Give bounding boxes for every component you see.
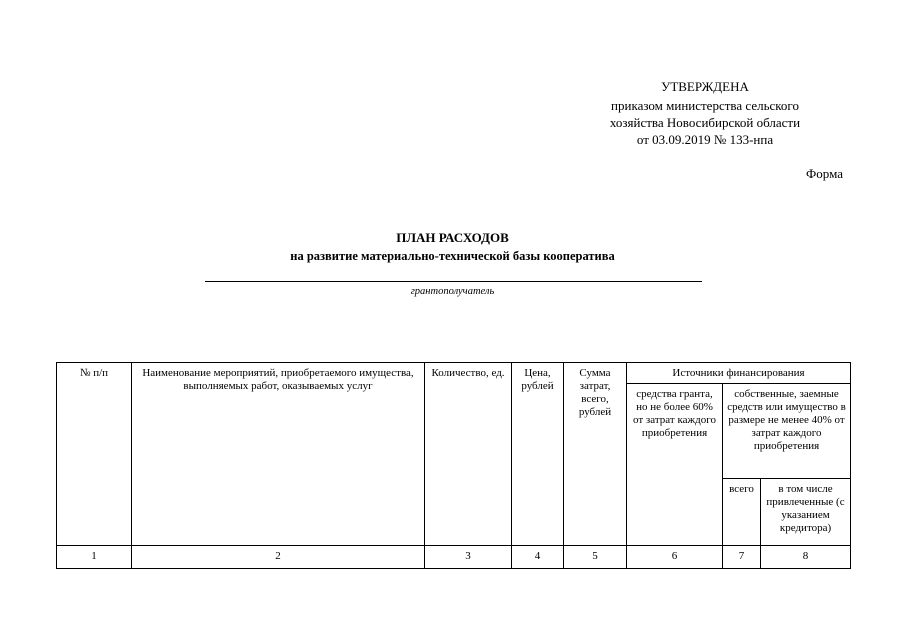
header-own-total: всего [723, 479, 761, 546]
header-own: собственные, заемные средств или имущество в размере не менее 40% от затрат каждого приобретения [723, 384, 851, 479]
header-grant: средства гранта, но не более 60% от затрат каждого приобретения [627, 384, 723, 546]
form-label: Форма [806, 166, 843, 181]
column-number: 7 [723, 546, 761, 569]
expense-plan-table [56, 362, 851, 569]
document-subtitle: на развитие материально-технической базы кооператива [290, 249, 615, 263]
header-quantity: Количество, ед. [425, 363, 512, 546]
header-sources: Источники финансирования [627, 363, 851, 384]
column-number: 6 [627, 546, 723, 569]
approval-order-date: от 03.09.2019 № 133-нпа [636, 132, 774, 147]
header-price: Цена, рублей [512, 363, 564, 546]
recipient-caption: грантополучатель [410, 286, 495, 297]
column-numbers-row [57, 546, 851, 569]
column-number: 1 [57, 546, 132, 569]
column-number: 5 [564, 546, 627, 569]
column-number: 4 [512, 546, 564, 569]
approval-order-line-2: хозяйства Новосибирской области [609, 115, 801, 130]
header-own-attracted: в том числе привлеченные (с указанием кредитора) [761, 479, 851, 546]
column-number: 8 [761, 546, 851, 569]
header-name: Наименование мероприятий, приобретаемого имущества, выполняемых работ, оказываемых услуг [132, 363, 425, 546]
header-num: № п/п [57, 363, 132, 546]
approval-title: УТВЕРЖДЕНА [661, 79, 749, 94]
recipient-line [205, 281, 702, 282]
header-row-1 [57, 363, 851, 384]
approval-block [560, 78, 850, 148]
column-number: 3 [425, 546, 512, 569]
document-title: ПЛАН РАСХОДОВ [396, 230, 509, 245]
approval-order-line-1: приказом министерства сельского [611, 98, 799, 113]
column-number: 2 [132, 546, 425, 569]
header-total: Сумма затрат, всего, рублей [564, 363, 627, 546]
